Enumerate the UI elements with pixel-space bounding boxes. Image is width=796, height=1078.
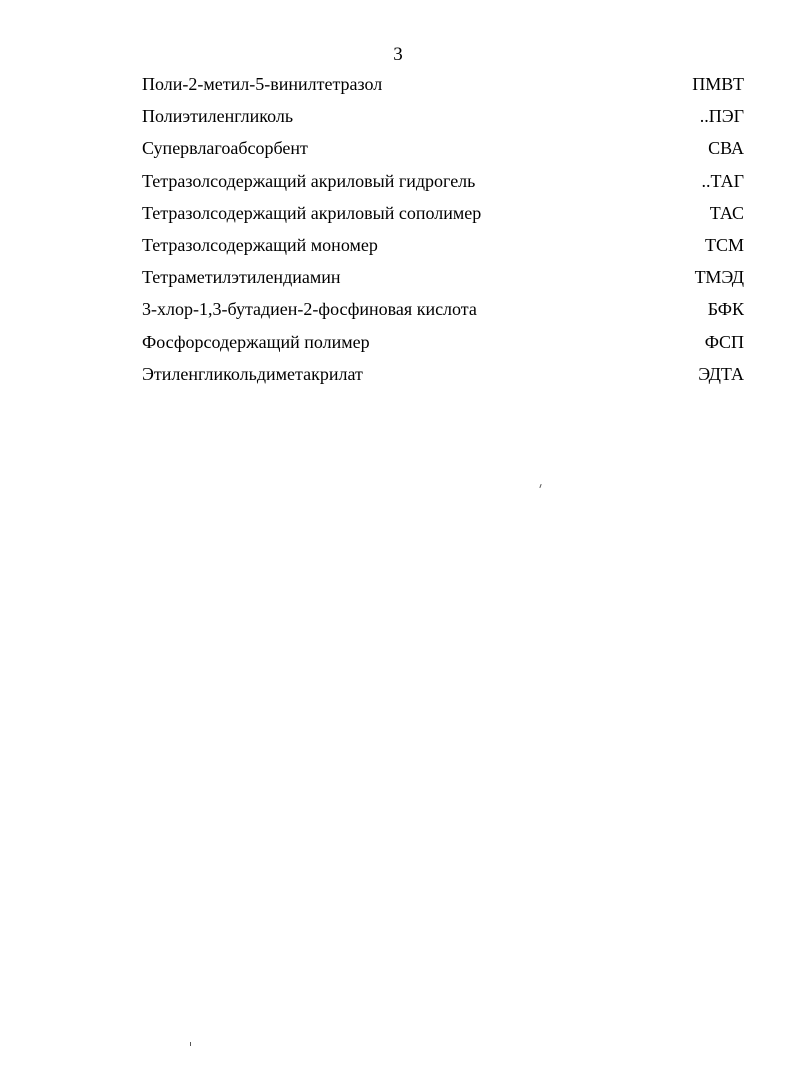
abbreviation-row bbox=[142, 169, 744, 201]
abbreviation-code: ТАС bbox=[709, 202, 744, 223]
abbreviation-code: ТСМ bbox=[704, 234, 744, 255]
abbreviation-row bbox=[142, 104, 744, 136]
abbreviation-term: Тетразолсодержащий мономер bbox=[142, 234, 378, 255]
abbreviation-row bbox=[142, 233, 744, 265]
abbreviation-code: ФСП bbox=[704, 331, 744, 352]
page-number: 3 bbox=[393, 44, 403, 65]
abbreviation-code: ЭДТА bbox=[698, 363, 744, 384]
abbreviation-code: ПМВТ bbox=[692, 74, 744, 94]
abbreviation-row bbox=[142, 201, 744, 233]
abbreviation-code: ..ПЭГ bbox=[699, 106, 744, 127]
abbreviation-term: Фосфорсодержащий полимер bbox=[142, 331, 370, 352]
abbreviation-row bbox=[142, 362, 744, 394]
abbreviation-term: Супервлагоабсорбент bbox=[142, 138, 308, 159]
abbreviation-code: ..ТАГ bbox=[701, 170, 744, 191]
abbreviation-term: Полиэтиленгликоль bbox=[142, 106, 294, 127]
abbreviation-term: Тетраметилэтилендиамин bbox=[142, 267, 341, 288]
abbreviation-term: Поли-2-метил-5-винилтетразол bbox=[142, 74, 383, 94]
abbreviation-code: СВА bbox=[708, 138, 744, 159]
abbreviation-term: Этиленгликольдиметакрилат bbox=[142, 363, 363, 384]
scan-speck bbox=[190, 1042, 191, 1046]
abbreviation-row bbox=[142, 265, 744, 297]
abbreviation-term: 3-хлор-1,3-бутадиен-2-фосфиновая кислота bbox=[142, 299, 477, 320]
abbreviation-code: БФК bbox=[707, 299, 744, 320]
abbreviation-term: Тетразолсодержащий акриловый сополимер bbox=[142, 202, 482, 223]
abbreviation-code: ТМЭД bbox=[694, 267, 744, 288]
abbreviation-row bbox=[142, 136, 744, 168]
scan-speck bbox=[539, 484, 541, 488]
abbreviation-row bbox=[142, 72, 744, 104]
abbreviation-list bbox=[142, 72, 744, 394]
abbreviation-term: Тетразолсодержащий акриловый гидрогель bbox=[142, 170, 476, 191]
abbreviation-row bbox=[142, 297, 744, 329]
abbreviation-row bbox=[142, 330, 744, 362]
